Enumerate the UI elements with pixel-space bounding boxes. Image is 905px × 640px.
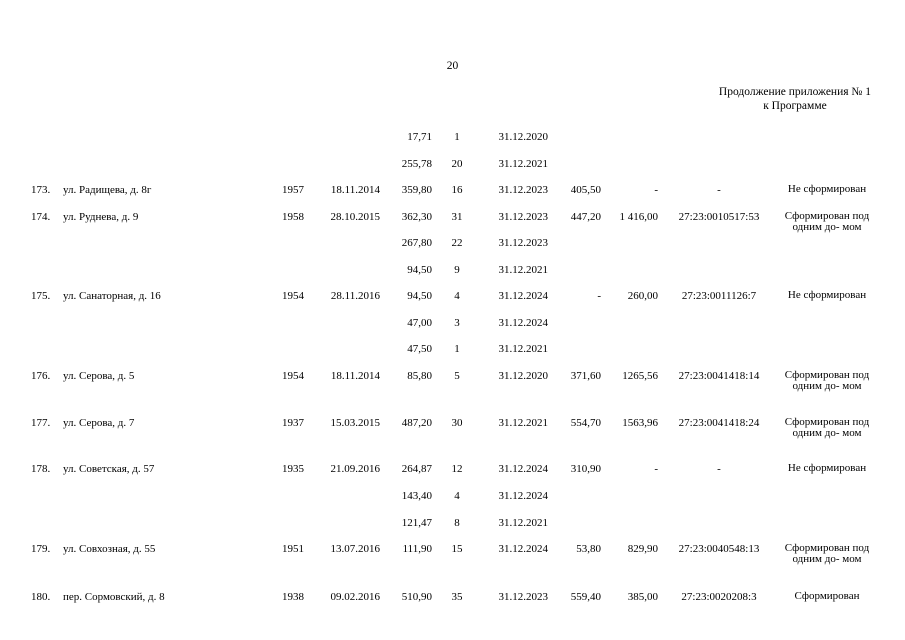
address-cell: ул. Руднева, д. 9 <box>63 211 139 223</box>
area-cell: 510,90 <box>401 591 432 603</box>
plan-date-cell: 31.12.2024 <box>498 490 548 502</box>
land-status-cell: Не сформирован <box>787 289 867 301</box>
area-cell: 47,00 <box>407 317 432 329</box>
table-row <box>0 343 905 357</box>
cadastral-number-cell: - <box>717 184 721 196</box>
cadastral-number-cell: 27:23:0041418:14 <box>678 370 760 382</box>
residents-count-cell: 9 <box>454 264 460 276</box>
year-cell: 1935 <box>282 463 304 475</box>
total-area-cell: 559,40 <box>570 591 601 603</box>
plan-date-cell: 31.12.2021 <box>498 343 548 355</box>
area-cell: 94,50 <box>407 264 432 276</box>
date-cell: 18.11.2014 <box>330 370 380 382</box>
plan-date-cell: 31.12.2023 <box>498 184 548 196</box>
plan-date-cell: 31.12.2020 <box>498 370 548 382</box>
plan-date-cell: 31.12.2023 <box>498 591 548 603</box>
plan-date-cell: 31.12.2024 <box>498 290 548 302</box>
table-row <box>0 158 905 172</box>
land-area-cell: - <box>654 463 658 475</box>
date-cell: 09.02.2016 <box>330 591 380 603</box>
area-cell: 47,50 <box>407 343 432 355</box>
area-cell: 143,40 <box>401 490 432 502</box>
plan-date-cell: 31.12.2024 <box>498 543 548 555</box>
year-cell: 1958 <box>282 211 304 223</box>
land-area-cell: 260,00 <box>627 290 658 302</box>
area-cell: 85,80 <box>407 370 432 382</box>
area-cell: 17,71 <box>407 131 432 143</box>
plan-date-cell: 31.12.2023 <box>498 237 548 249</box>
address-cell: ул. Советская, д. 57 <box>63 463 155 475</box>
table-row <box>0 317 905 331</box>
land-area-cell: - <box>654 184 658 196</box>
year-cell: 1957 <box>282 184 304 196</box>
total-area-cell: 554,70 <box>570 417 601 429</box>
area-cell: 111,90 <box>402 543 432 555</box>
total-area-cell: 310,90 <box>570 463 601 475</box>
date-cell: 28.11.2016 <box>330 290 380 302</box>
land-area-cell: 1563,96 <box>622 417 658 429</box>
residents-count-cell: 16 <box>451 184 463 196</box>
residents-count-cell: 5 <box>454 370 460 382</box>
residents-count-cell: 8 <box>454 517 460 529</box>
table-row <box>0 290 905 304</box>
residents-count-cell: 1 <box>454 131 460 143</box>
date-cell: 15.03.2015 <box>330 417 380 429</box>
table-row <box>0 490 905 504</box>
area-cell: 487,20 <box>401 417 432 429</box>
address-cell: ул. Санаторная, д. 16 <box>63 290 161 302</box>
year-cell: 1937 <box>282 417 304 429</box>
residents-count-cell: 31 <box>451 211 463 223</box>
residents-count-cell: 3 <box>454 317 460 329</box>
date-cell: 18.11.2014 <box>330 184 380 196</box>
residents-count-cell: 35 <box>451 591 463 603</box>
date-cell: 13.07.2016 <box>330 543 380 555</box>
land-status-cell: Сформирован под одним до- мом <box>784 416 870 439</box>
table-row <box>0 237 905 251</box>
date-cell: 21.09.2016 <box>330 463 380 475</box>
land-area-cell: 1 416,00 <box>619 211 658 223</box>
plan-date-cell: 31.12.2023 <box>498 211 548 223</box>
table-row <box>0 264 905 278</box>
continuation-header <box>719 85 871 113</box>
year-cell: 1954 <box>282 370 304 382</box>
table-row <box>0 416 905 439</box>
page-number: 20 <box>446 60 459 72</box>
address-cell: пер. Сормовский, д. 8 <box>63 591 165 603</box>
area-cell: 359,80 <box>401 184 432 196</box>
land-status-cell: Сформирован под одним до- мом <box>784 210 870 233</box>
year-cell: 1951 <box>282 543 304 555</box>
total-area-cell: - <box>597 290 601 302</box>
address-cell: ул. Серова, д. 5 <box>63 370 135 382</box>
cadastral-number-cell: - <box>717 463 721 475</box>
table-row <box>0 210 905 233</box>
land-status-cell: Сформирован под одним до- мом <box>784 369 870 392</box>
plan-date-cell: 31.12.2021 <box>498 417 548 429</box>
cadastral-number-cell: 27:23:0020208:3 <box>681 591 757 603</box>
address-cell: ул. Радищева, д. 8г <box>63 184 152 196</box>
row-number: 176. <box>31 370 51 382</box>
plan-date-cell: 31.12.2021 <box>498 158 548 170</box>
row-number: 178. <box>31 463 51 475</box>
residents-count-cell: 1 <box>454 343 460 355</box>
table-row <box>0 517 905 531</box>
plan-date-cell: 31.12.2021 <box>498 264 548 276</box>
table-row <box>0 131 905 145</box>
land-status-cell: Сформирован <box>794 590 860 602</box>
land-area-cell: 829,90 <box>627 543 658 555</box>
plan-date-cell: 31.12.2020 <box>498 131 548 143</box>
table-row <box>0 591 905 605</box>
row-number: 175. <box>31 290 51 302</box>
date-cell: 28.10.2015 <box>330 211 380 223</box>
land-status-cell: Не сформирован <box>787 462 867 474</box>
row-number: 180. <box>31 591 51 603</box>
cadastral-number-cell: 27:23:0040548:13 <box>678 543 760 555</box>
area-cell: 94,50 <box>407 290 432 302</box>
residents-count-cell: 22 <box>451 237 463 249</box>
residents-count-cell: 4 <box>454 290 460 302</box>
area-cell: 264,87 <box>401 463 432 475</box>
total-area-cell: 371,60 <box>570 370 601 382</box>
residents-count-cell: 12 <box>451 463 463 475</box>
area-cell: 255,78 <box>401 158 432 170</box>
row-number: 174. <box>31 211 51 223</box>
land-status-cell: Сформирован под одним до- мом <box>784 542 870 565</box>
area-cell: 121,47 <box>401 517 432 529</box>
land-area-cell: 385,00 <box>627 591 658 603</box>
continuation-line-1: Продолжение приложения № 1 <box>718 86 871 98</box>
plan-date-cell: 31.12.2024 <box>498 317 548 329</box>
address-cell: ул. Серова, д. 7 <box>63 417 135 429</box>
table-row <box>0 369 905 392</box>
residents-count-cell: 4 <box>454 490 460 502</box>
plan-date-cell: 31.12.2024 <box>498 463 548 475</box>
cadastral-number-cell: 27:23:0010517:53 <box>678 211 760 223</box>
area-cell: 267,80 <box>401 237 432 249</box>
table-row <box>0 542 905 565</box>
land-area-cell: 1265,56 <box>622 370 658 382</box>
area-cell: 362,30 <box>401 211 432 223</box>
residents-count-cell: 20 <box>451 158 463 170</box>
cadastral-number-cell: 27:23:0041418:24 <box>678 417 760 429</box>
land-status-cell: Не сформирован <box>787 183 867 195</box>
table-row <box>0 463 905 477</box>
total-area-cell: 447,20 <box>570 211 601 223</box>
residents-count-cell: 30 <box>451 417 463 429</box>
address-cell: ул. Совхозная, д. 55 <box>63 543 156 555</box>
cadastral-number-cell: 27:23:0011126:7 <box>681 290 757 302</box>
year-cell: 1938 <box>282 591 304 603</box>
row-number: 179. <box>31 543 51 555</box>
continuation-line-2: к Программе <box>763 100 827 112</box>
total-area-cell: 53,80 <box>576 543 601 555</box>
row-number: 177. <box>31 417 51 429</box>
year-cell: 1954 <box>282 290 304 302</box>
total-area-cell: 405,50 <box>570 184 601 196</box>
residents-count-cell: 15 <box>451 543 463 555</box>
plan-date-cell: 31.12.2021 <box>498 517 548 529</box>
table-row <box>0 184 905 198</box>
row-number: 173. <box>31 184 51 196</box>
